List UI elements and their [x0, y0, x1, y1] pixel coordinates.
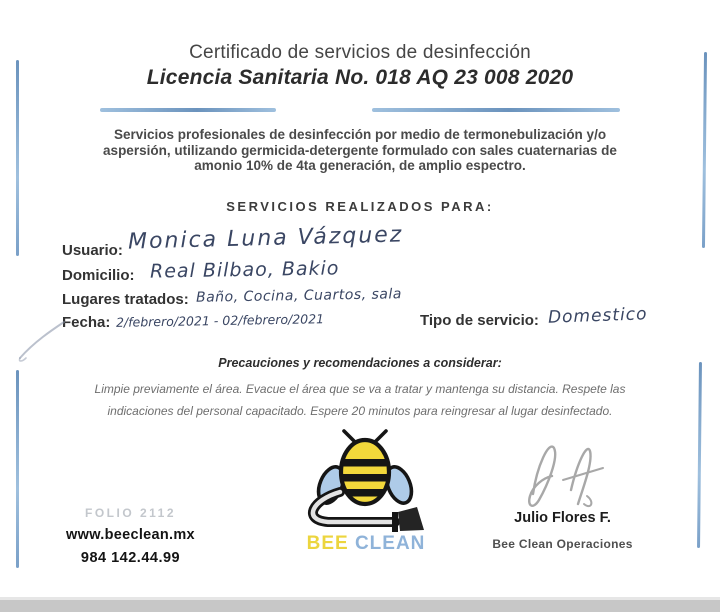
field-label-usuario: Usuario: — [62, 242, 123, 259]
logo-wordmark — [297, 533, 435, 555]
signatory-role: Bee Clean Operaciones — [492, 537, 633, 551]
precautions-text — [60, 378, 660, 422]
section-heading: SERVICIOS REALIZADOS PARA: — [226, 199, 494, 214]
service-description-line: Servicios profesionales de desinfección por medio de termonebulización y/o — [113, 127, 607, 142]
logo-word-bee: BEE — [306, 533, 349, 554]
header-divider-left — [100, 108, 276, 112]
field-value-lugares: Baño, Cocina, Cuartos, sala — [195, 286, 403, 306]
field-label-lugares: Lugares tratados: — [62, 291, 189, 308]
phone-number: 984 142.44.99 — [80, 550, 181, 566]
logo-word-clean: CLEAN — [354, 533, 426, 554]
folio-number: FOLIO 2112 — [84, 506, 177, 520]
header-divider-right — [372, 108, 620, 112]
precautions-line: indicaciones del personal capacitado. Espere 20 minutos para reingresar al lugar desinfectado. — [107, 404, 613, 418]
field-value-tipo-servicio: Domestico — [547, 304, 648, 328]
service-description-line: amonio 10% de 4ta generación, de amplio espectro. — [194, 158, 526, 173]
field-label-fecha: Fecha: — [62, 314, 111, 331]
license-number: Licencia Sanitaria No. 018 AQ 23 008 2020 — [146, 66, 574, 89]
field-value-domicilio: Real Bilbao, Bakio — [149, 257, 340, 283]
service-description — [60, 127, 660, 174]
precautions-heading: Precauciones y recomendaciones a considerar: — [218, 356, 502, 370]
precautions-line: Limpie previamente el área. Evacue el área que se va a tratar y mantenga su distancia. Respete las — [94, 382, 626, 396]
field-label-domicilio: Domicilio: — [62, 267, 135, 284]
service-description-line: aspersión, utilizando germicida-detergente formulado con sales cuaternarias de — [103, 142, 617, 158]
field-value-fecha: 2/febrero/2021 - 02/febrero/2021 — [115, 311, 325, 330]
field-value-usuario: Monica Luna Vázquez — [127, 222, 404, 255]
scan-edge — [0, 600, 720, 612]
right-border-line-bottom — [697, 362, 702, 548]
signature-mark — [505, 430, 620, 515]
left-border-line-bottom — [16, 370, 19, 568]
bee-vacuum-logo-icon — [298, 428, 432, 534]
signatory-name: Julio Flores F. — [514, 510, 611, 526]
website-text: www.beeclean.mx — [66, 527, 195, 543]
certificate-title: Certificado de servicios de desinfección — [189, 42, 531, 63]
field-label-tipo-servicio: Tipo de servicio: — [420, 312, 539, 329]
